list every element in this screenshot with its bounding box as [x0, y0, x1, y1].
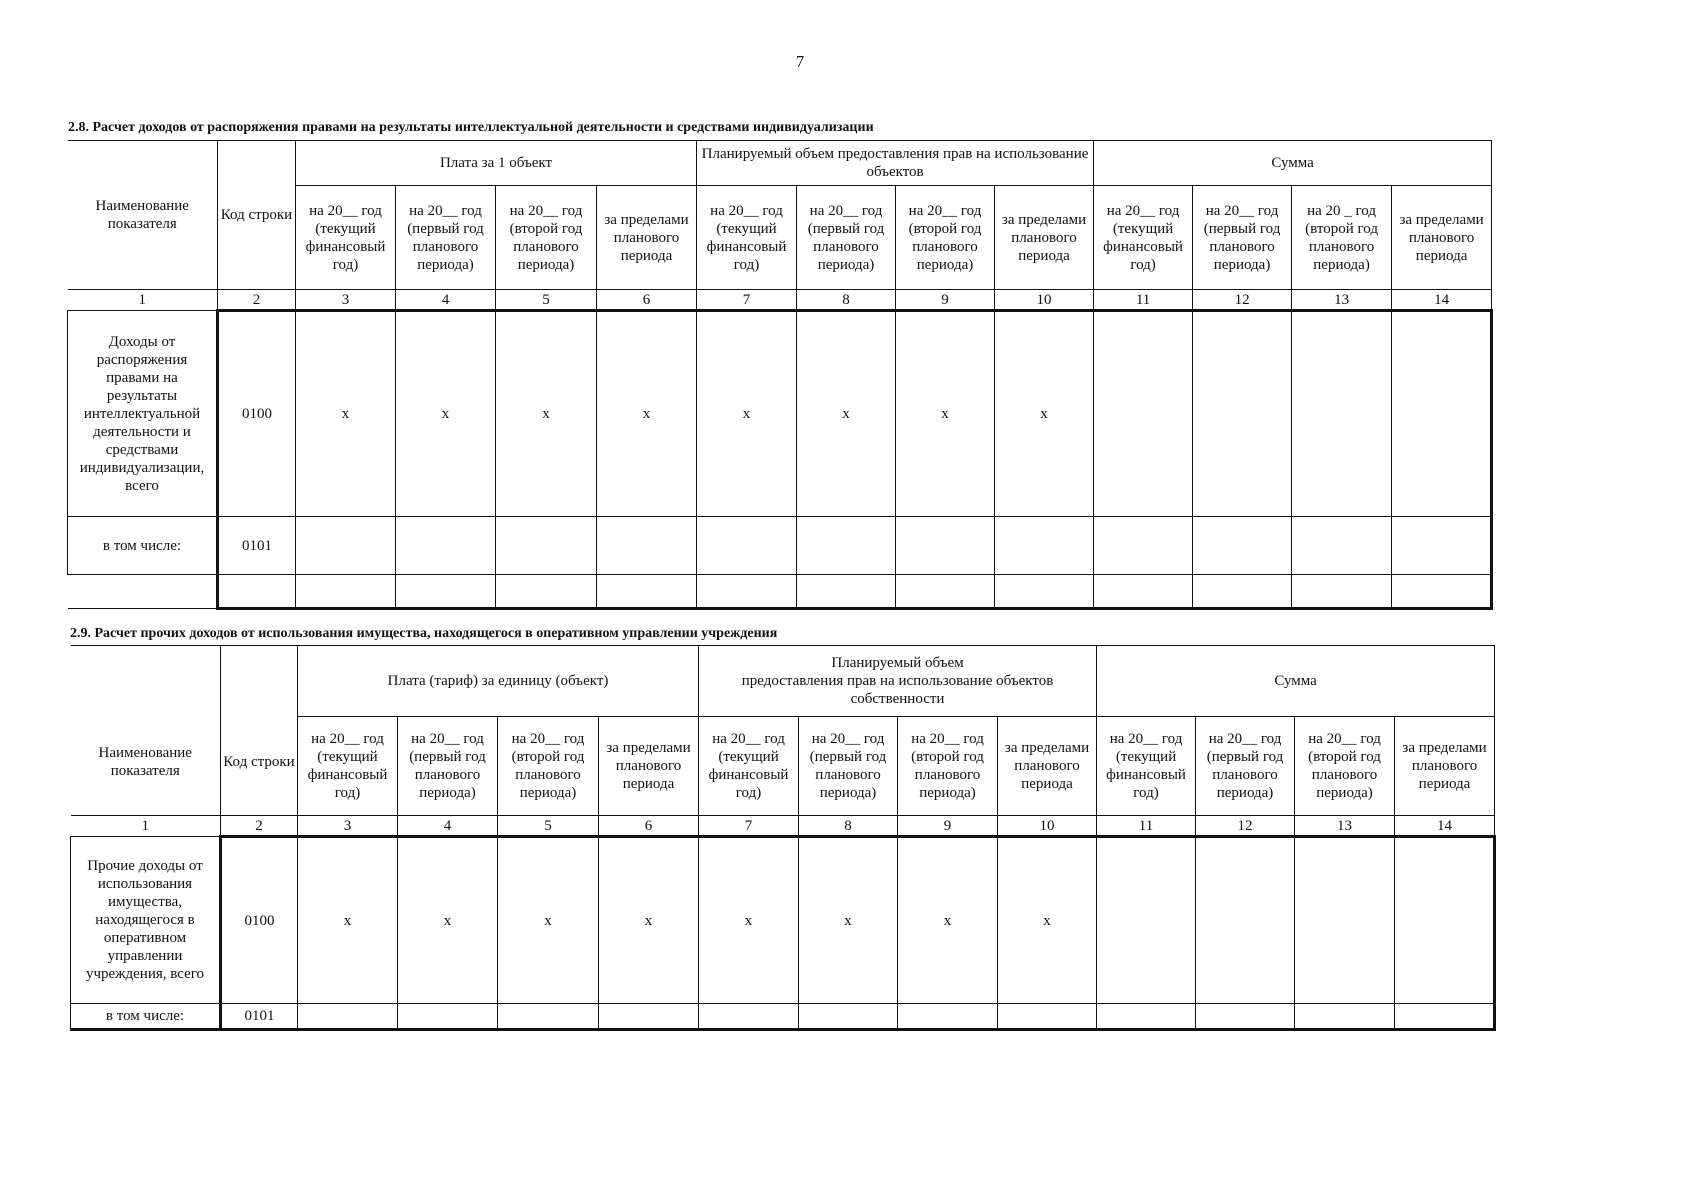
cell-empty	[1193, 311, 1292, 517]
cell-empty	[1395, 837, 1495, 1004]
table-row-total	[71, 837, 1495, 1004]
column-number: 8	[799, 816, 898, 837]
column-number: 4	[398, 816, 498, 837]
cell-x: x	[498, 837, 599, 1004]
cell-empty	[1193, 575, 1292, 609]
column-number: 12	[1193, 290, 1292, 311]
cell-empty	[1292, 311, 1392, 517]
cell-empty	[799, 1004, 898, 1030]
row-name-including: в том числе:	[68, 517, 218, 575]
column-number: 13	[1292, 290, 1392, 311]
column-number: 11	[1097, 816, 1196, 837]
column-number: 2	[221, 816, 298, 837]
col-first-year	[1196, 717, 1295, 816]
column-number: 2	[218, 290, 296, 311]
cell-empty	[296, 517, 396, 575]
table-row-including	[71, 1004, 1495, 1030]
cell-x: x	[496, 311, 597, 517]
row-name-including: в том числе:	[71, 1004, 221, 1030]
section-title-2-8: 2.8. Расчет доходов от распоряжения правами на результаты интеллектуальной деятельности и средствами индивидуализации	[68, 120, 874, 135]
col-beyond	[995, 186, 1094, 290]
cell-empty	[398, 1004, 498, 1030]
header-name	[68, 141, 218, 290]
table-row-including	[68, 517, 1492, 575]
col-current-year	[298, 717, 398, 816]
header-code-label: Код строки	[220, 207, 293, 223]
cell-empty	[498, 1004, 599, 1030]
column-number: 5	[496, 290, 597, 311]
col-beyond	[998, 717, 1097, 816]
col-first-year-label: на 20__ год (первый год планового периода)	[807, 202, 885, 273]
col-beyond	[1392, 186, 1492, 290]
group-sum: Сумма	[1094, 141, 1492, 186]
header-name-label: Наименование показателя	[95, 198, 189, 232]
column-number: 6	[599, 816, 699, 837]
table-row-blank	[68, 575, 1492, 609]
col-beyond	[1395, 717, 1495, 816]
col-beyond	[597, 186, 697, 290]
cell-empty	[496, 517, 597, 575]
cell-empty	[896, 575, 995, 609]
col-beyond-label: за пределами планового периода	[1399, 211, 1484, 264]
cell-x: x	[697, 311, 797, 517]
cell-x: x	[396, 311, 496, 517]
header-code-label: Код строки	[223, 753, 295, 770]
column-number: 8	[797, 290, 896, 311]
row-name-total-label: Доходы от распоряжения правами на результаты интеллектуальной деятельности и средствами индивидуализации, всего	[79, 333, 205, 494]
cell-x: x	[998, 837, 1097, 1004]
cell-x: x	[599, 837, 699, 1004]
col-first-year-label: на 20__ год (первый год планового периода)	[1203, 202, 1281, 273]
column-number: 11	[1094, 290, 1193, 311]
cell-empty	[1196, 837, 1295, 1004]
column-number: 4	[396, 290, 496, 311]
col-first-year-label: на 20__ год (первый год планового периода)	[409, 731, 486, 801]
cell-empty	[396, 575, 496, 609]
cell-empty	[218, 575, 296, 609]
col-current-year-label: на 20__ год (текущий финансовый год)	[1106, 731, 1186, 801]
cell-empty	[296, 575, 396, 609]
cell-x: x	[797, 311, 896, 517]
column-number: 3	[298, 816, 398, 837]
col-beyond-label: за пределами планового периода	[1001, 211, 1087, 264]
row-code: 0100	[221, 837, 298, 1004]
column-number: 10	[995, 290, 1094, 311]
column-number: 1	[68, 290, 218, 311]
col-current-year	[699, 717, 799, 816]
row-name-total	[68, 311, 218, 517]
cell-empty	[597, 575, 697, 609]
column-number: 9	[896, 290, 995, 311]
col-first-year	[1193, 186, 1292, 290]
cell-empty	[1395, 1004, 1495, 1030]
cell-empty	[1292, 517, 1392, 575]
col-first-year	[797, 186, 896, 290]
col-beyond-label: за пределами планового периода	[1402, 740, 1487, 792]
col-current-year	[1094, 186, 1193, 290]
col-second-year-label: на 20__ год (второй год планового периода)	[911, 731, 984, 801]
cell-x: x	[597, 311, 697, 517]
page-number: 7	[795, 52, 805, 71]
col-second-year-label: на 20__ год (второй год планового периода)	[509, 202, 583, 273]
column-number: 7	[697, 290, 797, 311]
cell-empty	[995, 517, 1094, 575]
cell-empty	[697, 575, 797, 609]
column-numbers-row	[68, 290, 1492, 311]
cell-x: x	[995, 311, 1094, 517]
cell-empty	[998, 1004, 1097, 1030]
col-current-year-label: на 20__ год (текущий финансовый год)	[305, 202, 386, 273]
group-fee-per-object: Плата за 1 объект	[296, 141, 697, 186]
table-row-total	[68, 311, 1492, 517]
col-current-year	[296, 186, 396, 290]
cell-x: x	[398, 837, 498, 1004]
col-second-year-label: на 20__ год (второй год планового периода)	[908, 202, 982, 273]
col-beyond	[599, 717, 699, 816]
cell-empty	[298, 1004, 398, 1030]
group-fee-per-unit: Плата (тариф) за единицу (объект)	[298, 646, 699, 717]
col-first-year-label: на 20__ год (первый год планового периода)	[407, 202, 484, 273]
col-first-year	[799, 717, 898, 816]
cell-empty	[1392, 517, 1492, 575]
column-number: 10	[998, 816, 1097, 837]
cell-x: x	[896, 311, 995, 517]
col-second-year-label: на 20__ год (второй год планового периода)	[1308, 731, 1381, 801]
section-title-2-9: 2.9. Расчет прочих доходов от использования имущества, находящегося в оперативном управлении учреждения	[70, 626, 778, 641]
col-second-year	[896, 186, 995, 290]
column-numbers-row	[71, 816, 1495, 837]
cell-x: x	[898, 837, 998, 1004]
col-second-year-label: на 20 _ год (второй год планового периода)	[1305, 202, 1378, 273]
header-name	[71, 646, 221, 816]
income-property-use-table	[70, 645, 1496, 1031]
column-number: 13	[1295, 816, 1395, 837]
column-number: 5	[498, 816, 599, 837]
cell-empty	[1196, 1004, 1295, 1030]
header-code	[221, 646, 298, 816]
cell-empty	[1295, 1004, 1395, 1030]
cell-empty	[496, 575, 597, 609]
col-second-year-label: на 20__ год (второй год планового периода)	[511, 731, 585, 801]
cell-empty	[1292, 575, 1392, 609]
col-beyond-label: за пределами планового периода	[604, 211, 689, 264]
column-number: 6	[597, 290, 697, 311]
group-sum: Сумма	[1097, 646, 1495, 717]
cell-x: x	[799, 837, 898, 1004]
cell-x: x	[296, 311, 396, 517]
col-first-year	[396, 186, 496, 290]
cell-empty	[1392, 311, 1492, 517]
cell-empty	[1094, 575, 1193, 609]
cell-empty	[1094, 311, 1193, 517]
cell-empty	[396, 517, 496, 575]
row-code: 0101	[221, 1004, 298, 1030]
cell-empty	[898, 1004, 998, 1030]
column-number: 3	[296, 290, 396, 311]
col-current-year-label: на 20__ год (текущий финансовый год)	[307, 731, 388, 801]
col-second-year	[898, 717, 998, 816]
col-current-year	[697, 186, 797, 290]
column-number: 14	[1395, 816, 1495, 837]
column-number: 14	[1392, 290, 1492, 311]
group-planned-volume: Планируемый объем предоставления прав на использование объектов	[697, 141, 1094, 186]
col-first-year-label: на 20__ год (первый год планового периода)	[809, 731, 887, 801]
cell-empty	[797, 575, 896, 609]
cell-empty	[68, 575, 218, 609]
income-ip-rights-table	[67, 140, 1493, 610]
header-code	[218, 141, 296, 290]
cell-empty	[1193, 517, 1292, 575]
col-current-year-label: на 20__ год (текущий финансовый год)	[1103, 202, 1183, 273]
col-current-year-label: на 20__ год (текущий финансовый год)	[708, 731, 789, 801]
cell-empty	[599, 1004, 699, 1030]
cell-x: x	[298, 837, 398, 1004]
col-second-year	[496, 186, 597, 290]
column-number: 9	[898, 816, 998, 837]
col-first-year	[398, 717, 498, 816]
col-second-year	[1295, 717, 1395, 816]
col-second-year	[498, 717, 599, 816]
cell-empty	[1094, 517, 1193, 575]
col-beyond-label: за пределами планового периода	[1004, 740, 1090, 792]
header-name-label: Наименование показателя	[98, 744, 192, 779]
cell-empty	[1097, 837, 1196, 1004]
cell-empty	[995, 575, 1094, 609]
cell-empty	[597, 517, 697, 575]
cell-empty	[697, 517, 797, 575]
row-name-total	[71, 837, 221, 1004]
cell-empty	[1097, 1004, 1196, 1030]
cell-empty	[797, 517, 896, 575]
col-current-year	[1097, 717, 1196, 816]
cell-x: x	[699, 837, 799, 1004]
row-code: 0100	[218, 311, 296, 517]
column-number: 12	[1196, 816, 1295, 837]
row-code: 0101	[218, 517, 296, 575]
cell-empty	[1392, 575, 1492, 609]
column-number: 1	[71, 816, 221, 837]
cell-empty	[896, 517, 995, 575]
column-number: 7	[699, 816, 799, 837]
cell-empty	[699, 1004, 799, 1030]
cell-empty	[1295, 837, 1395, 1004]
row-name-total-label: Прочие доходы от использования имущества, находящегося в оперативном управлении учреждения, всего	[85, 858, 205, 982]
col-beyond-label: за пределами планового периода	[606, 740, 691, 792]
group-planned-volume-label: Планируемый объем предоставления прав на использование объектов собственности	[741, 655, 1054, 707]
group-planned-volume	[699, 646, 1097, 717]
col-first-year-label: на 20__ год (первый год планового периода)	[1206, 731, 1284, 801]
col-second-year	[1292, 186, 1392, 290]
col-current-year-label: на 20__ год (текущий финансовый год)	[706, 202, 787, 273]
